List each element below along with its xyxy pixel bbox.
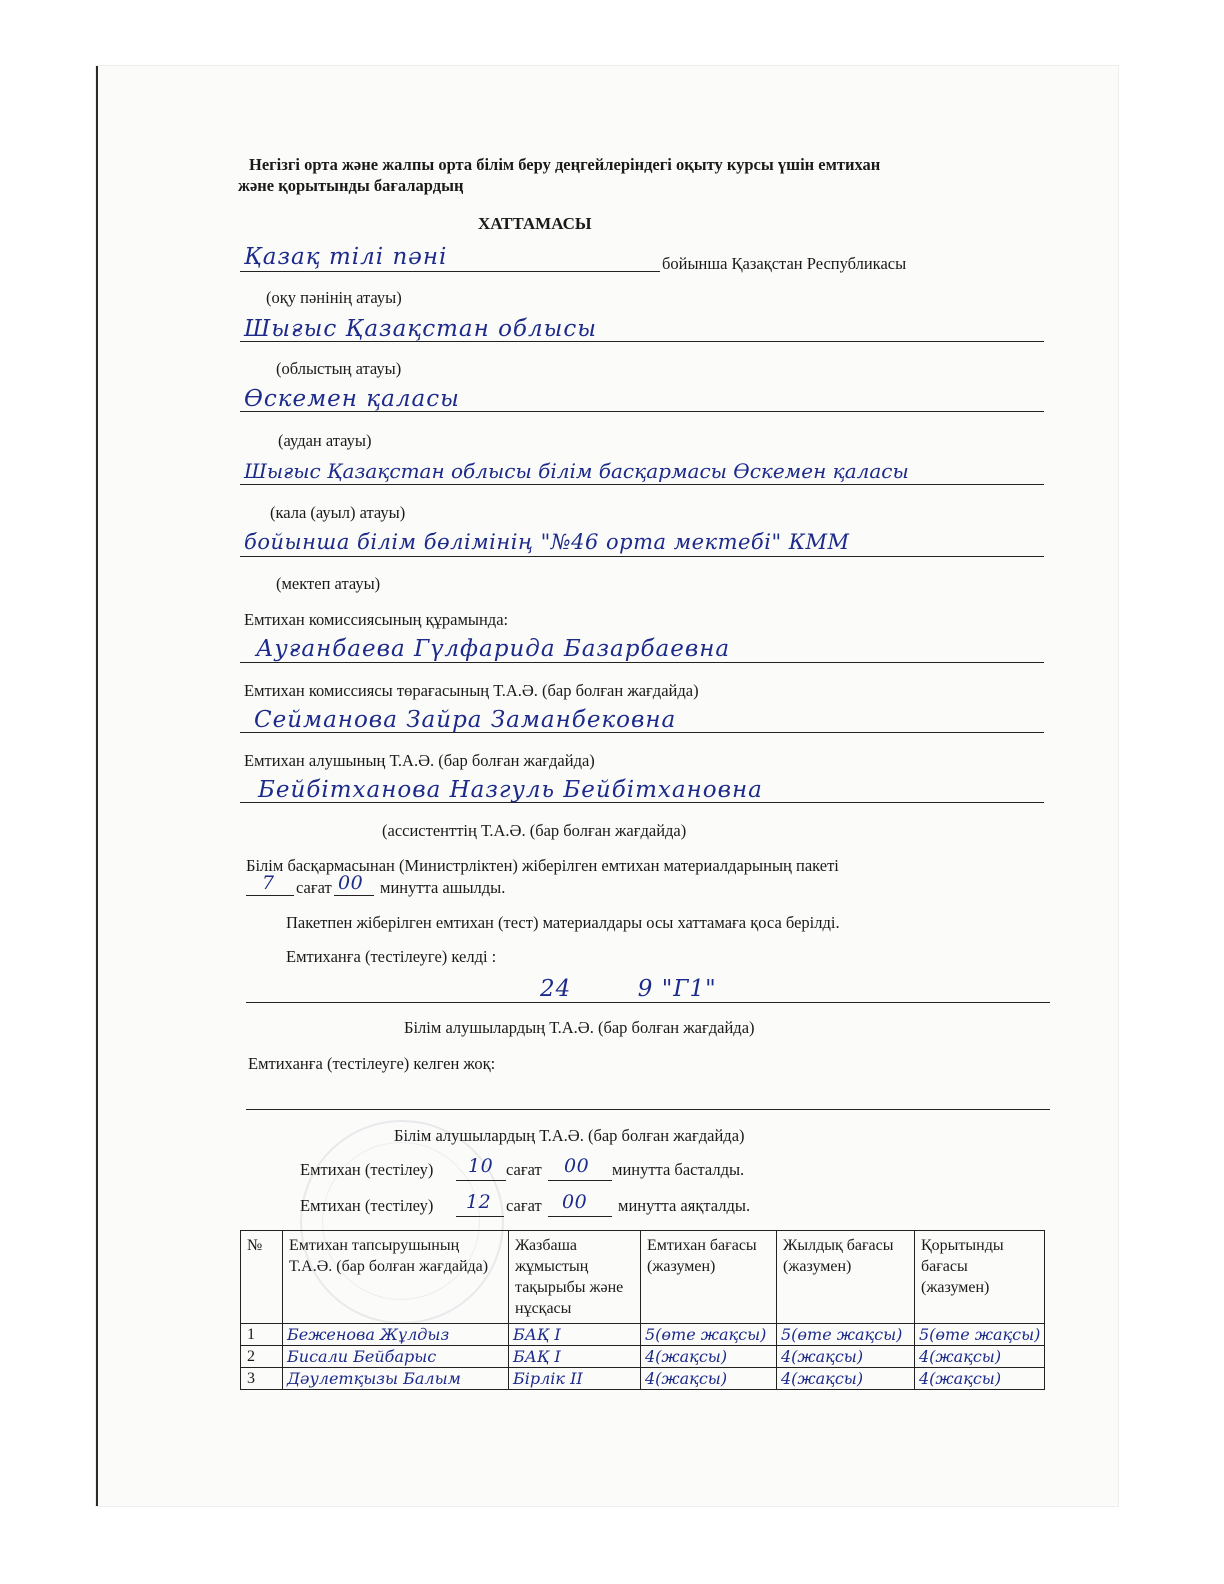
examiner-caption: Емтихан алушының Т.А.Ә. (бар болған жағдайда) [244,751,595,770]
absent-label: Емтиханға (тестілеуге) келген жоқ: [248,1054,496,1073]
table-header-row [241,1231,1045,1324]
exam-grade: 5(өте жақсы) [641,1324,777,1346]
column-header-final-grade: Қорытынды бағасы (жазумен) [915,1231,1045,1324]
present-caption: Білім алушылардың Т.А.Ә. (бар болған жағдайда) [404,1018,755,1037]
present-underline [246,1002,1050,1003]
city-handwritten: Шығыс Қазақстан облысы білім басқармасы Өскемен қаласы [244,459,909,483]
end-hour: 12 [466,1191,492,1213]
column-header-student-name: Емтихан тапсырушының Т.А.Ә. (бар болған жағдайда) [283,1231,509,1324]
end-suffix: минутта аяқталды. [618,1196,751,1215]
exam-grade: 4(жақсы) [641,1346,777,1368]
row-number: 1 [241,1324,283,1346]
topic-variant: БАҚ I [509,1324,641,1346]
column-header-exam-grade: Емтихан бағасы (жазумен) [641,1231,777,1324]
present-handwritten: 24 9 "Г1" [540,976,717,1002]
table-row [241,1324,1045,1346]
package-hour-underline [246,895,294,896]
student-name: Беженова Жұлдыз [283,1324,509,1346]
absent-underline [246,1109,1050,1110]
title-line-2: және қорытынды бағалардың [238,176,464,195]
chair-handwritten: Ауғанбаева Гүлфарида Базарбаевна [256,636,731,662]
district-handwritten: Өскемен қаласы [244,386,460,412]
exam-grade: 4(жақсы) [641,1368,777,1390]
subject-suffix: бойынша Қазақстан Республикасы [662,254,907,273]
start-hour-underline [456,1180,506,1181]
region-handwritten: Шығыс Қазақстан облысы [244,316,597,342]
package-hour-label: сағат [296,878,332,897]
package-minute-underline [334,895,374,896]
document-heading: ХАТТАМАСЫ [478,214,592,233]
commission-intro: Емтихан комиссиясының құрамында: [244,610,509,629]
topic-variant: БАҚ I [509,1346,641,1368]
start-hour: 10 [468,1155,494,1177]
start-suffix: минутта басталды. [612,1160,745,1179]
school-underline [240,556,1044,557]
examiner-handwritten: Сейманова Зайра Заманбековна [254,707,677,733]
grades-table [240,1230,1045,1390]
row-number: 3 [241,1368,283,1390]
table-row [241,1368,1045,1390]
start-mid: сағат [506,1160,542,1179]
column-header-annual-grade: Жылдық бағасы (жазумен) [777,1231,915,1324]
end-mid: сағат [506,1196,542,1215]
assistant-caption: (ассистенттің Т.А.Ә. (бар болған жағдайда) [382,821,687,840]
region-caption: (облыстың атауы) [276,359,402,378]
assistant-handwritten: Бейбітханова Назгуль Бейбітхановна [258,777,763,803]
subject-underline [240,271,660,272]
annual-grade: 5(өте жақсы) [777,1324,915,1346]
city-caption: (кала (ауыл) атауы) [270,503,406,522]
end-minute-underline [548,1216,612,1217]
package-attached: Пакетпен жіберілген емтихан (тест) материалдары осы хаттамаға қоса берілді. [286,913,840,932]
city-underline [240,484,1044,485]
topic-variant: Бірлік II [509,1368,641,1390]
column-header-topic: Жазбаша жұмыстың тақырыбы және нұсқасы [509,1231,641,1324]
final-grade: 5(өте жақсы) [915,1324,1045,1346]
end-minute: 00 [562,1191,588,1213]
start-minute-underline [548,1180,612,1181]
chair-caption: Емтихан комиссиясы төрағасының Т.А.Ә. (бар болған жағдайда) [244,681,699,700]
package-line-1: Білім басқармасынан (Министрліктен) жіберілген емтихан материалдарының пакеті [246,856,839,875]
start-minute: 00 [564,1155,590,1177]
row-number: 2 [241,1346,283,1368]
end-prefix: Емтихан (тестілеу) [300,1196,434,1215]
absent-caption: Білім алушылардың Т.А.Ә. (бар болған жағдайда) [394,1126,745,1145]
package-minute: 00 [338,872,364,894]
end-hour-underline [456,1216,504,1217]
title-line-1: Негізгі орта және жалпы орта білім беру деңгейлеріндегі оқыту курсы үшін емтихан [249,155,881,174]
district-caption: (аудан атауы) [278,431,372,450]
subject-caption: (оқу пәнінің атауы) [266,288,402,307]
table-row [241,1346,1045,1368]
school-caption: (мектеп атауы) [276,574,381,593]
start-prefix: Емтихан (тестілеу) [300,1160,434,1179]
column-header-number: № [241,1231,283,1324]
school-handwritten: бойынша білім бөлімінің "№46 орта мектебі" КММ [244,530,850,554]
final-grade: 4(жақсы) [915,1346,1045,1368]
student-name: Бисали Бейбарыс [283,1346,509,1368]
package-hour: 7 [262,872,275,894]
annual-grade: 4(жақсы) [777,1368,915,1390]
subject-handwritten: Қазақ тілі пәні [244,244,448,270]
final-grade: 4(жақсы) [915,1368,1045,1390]
annual-grade: 4(жақсы) [777,1346,915,1368]
student-name: Дәулетқызы Балым [283,1368,509,1390]
package-minute-label: минутта ашылды. [380,878,506,897]
present-label: Емтиханға (тестілеуге) келді : [286,947,497,966]
chair-underline [240,662,1044,663]
